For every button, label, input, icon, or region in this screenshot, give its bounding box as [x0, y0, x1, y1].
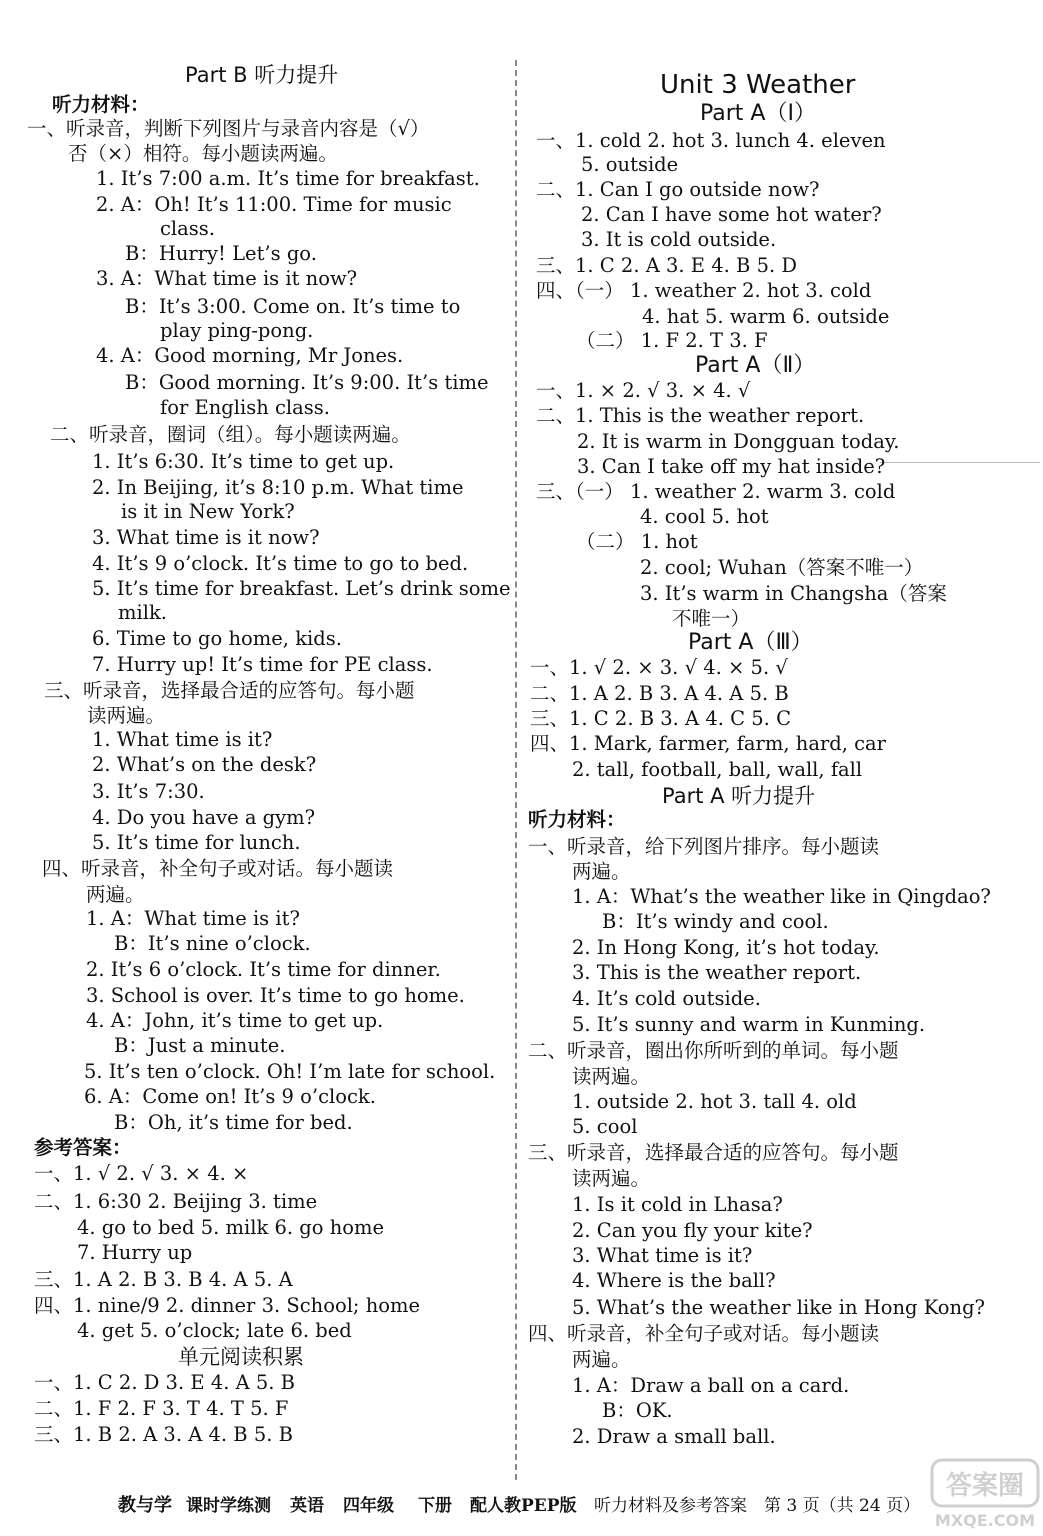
answer-line: 三、1. C 2. A 3. E 4. B 5. D: [536, 254, 798, 277]
text-line: 2. In Hong Kong, it’s hot today.: [572, 936, 880, 959]
answer-line: 二、1. This is the weather report.: [536, 404, 865, 427]
answer-line: 3. It’s warm in Changsha（答案: [640, 582, 947, 605]
section-title: Part B 听力提升: [185, 63, 339, 87]
answer-line: （二） 1. hot: [576, 530, 698, 553]
text-line: 5. It’s time for lunch.: [92, 831, 301, 854]
answer-line: 二、1. Can I go outside now?: [536, 178, 820, 201]
text-line: 3. What time is it now?: [92, 526, 320, 549]
text-line: 1. It’s 7:00 a.m. It’s time for breakfast.: [96, 167, 480, 190]
question-heading-cont: 两遍。: [572, 1348, 631, 1371]
text-line: 2. What’s on the desk?: [92, 753, 317, 776]
text-line: 1. A：What time is it?: [86, 907, 300, 930]
text-line: 1. A：What’s the weather like in Qingdao?: [572, 885, 991, 908]
text-line: 4. It’s 9 o’clock. It’s time to go to bed.: [92, 552, 469, 575]
answer-line: 二、1. 6:30 2. Beijing 3. time: [34, 1190, 318, 1213]
text-line: 7. Hurry up! It’s time for PE class.: [92, 653, 433, 676]
watermark-icon: [930, 1458, 1040, 1530]
footer-page-number: 第 3 页（共 24 页）: [764, 1496, 921, 1516]
footer-volume: 下册: [418, 1496, 452, 1516]
text-line: 4. It’s cold outside.: [572, 987, 761, 1010]
answer-line: 一、1. √ 2. √ 3. × 4. ×: [34, 1162, 249, 1185]
stray-rule: [880, 462, 1040, 463]
question-heading-cont: 两遍。: [86, 883, 145, 906]
text-line: B：Just a minute.: [114, 1034, 286, 1057]
text-line: 1. It’s 6:30. It’s time to get up.: [92, 450, 395, 473]
part-heading: Part A（Ⅰ）: [700, 101, 816, 126]
answer-line: 3. Can I take off my hat inside?: [577, 455, 886, 478]
answer-line: 2. Can I have some hot water?: [581, 203, 882, 226]
question-heading-cont: 两遍。: [572, 860, 631, 883]
answer-line: （二） 1. F 2. T 3. F: [576, 329, 768, 352]
answer-line: 一、1. cold 2. hot 3. lunch 4. eleven: [536, 129, 886, 152]
text-line: 5. cool: [572, 1115, 638, 1138]
answer-line: 四、1. nine/9 2. dinner 3. School; home: [34, 1294, 421, 1317]
answer-line: 三、（一） 1. weather 2. warm 3. cold: [536, 480, 896, 503]
answer-line: 三、1. C 2. B 3. A 4. C 5. C: [530, 707, 791, 730]
text-line: milk.: [118, 601, 167, 624]
page-footer: [0, 1495, 1043, 1529]
text-line: B：It’s windy and cool.: [602, 910, 829, 933]
text-line: 6. A：Come on! It’s 9 o’clock.: [84, 1085, 376, 1108]
answer-line: 一、1. C 2. D 3. E 4. A 5. B: [34, 1371, 296, 1394]
text-line: 3. School is over. It’s time to go home.: [86, 984, 465, 1007]
text-line: B：Hurry! Let’s go.: [125, 242, 317, 265]
text-line: 5. It’s time for breakfast. Let’s drink some: [92, 577, 511, 600]
watermark-logo: [930, 1458, 1040, 1530]
question-heading-cont: 读两遍。: [572, 1065, 651, 1088]
text-line: 3. This is the weather report.: [572, 961, 862, 984]
text-line: 4. A：John, it’s time to get up.: [86, 1009, 384, 1032]
question-heading: 三、听录音，选择最合适的应答句。每小题: [44, 679, 415, 702]
answer-line: 4. hat 5. warm 6. outside: [642, 305, 890, 328]
question-heading: 四、听录音，补全句子或对话。每小题读: [42, 857, 394, 880]
text-line: class.: [160, 217, 215, 240]
question-heading-cont: 读两遍。: [572, 1167, 651, 1190]
text-line: 3. A：What time is it now?: [96, 267, 358, 290]
answers-heading: 参考答案：: [34, 1136, 132, 1159]
column-divider: [515, 60, 517, 1480]
text-line: 4. A：Good morning, Mr Jones.: [96, 344, 404, 367]
part-heading: Part A（Ⅱ）: [695, 353, 816, 378]
question-heading-cont: 否（×）相符。每小题读两遍。: [68, 142, 338, 165]
answer-line: 2. cool; Wuhan（答案不唯一）: [640, 556, 924, 579]
answer-line: 四、1. Mark, farmer, farm, hard, car: [530, 732, 887, 755]
question-heading-cont: 读两遍。: [87, 704, 166, 727]
text-line: 4. Where is the ball?: [572, 1269, 776, 1292]
text-line: 5. It’s ten o’clock. Oh! I’m late for school.: [84, 1060, 496, 1083]
listening-heading: 听力材料：: [528, 808, 626, 831]
answer-line: 三、1. B 2. A 3. A 4. B 5. B: [34, 1423, 293, 1446]
text-line: 5. What’s the weather like in Hong Kong?: [572, 1296, 986, 1319]
answer-line: 3. It is cold outside.: [581, 228, 777, 251]
question-heading: 一、听录音，判断下列图片与录音内容是（√）: [27, 117, 430, 140]
text-line: 1. A：Draw a ball on a card.: [572, 1374, 850, 1397]
text-line: 2. Draw a small ball.: [572, 1425, 776, 1448]
text-line: play ping-pong.: [160, 319, 314, 342]
answer-line: 4. cool 5. hot: [640, 505, 769, 528]
unit-title: Unit 3 Weather: [660, 70, 856, 100]
text-line: 2. In Beijing, it’s 8:10 p.m. What time: [92, 476, 464, 499]
question-heading: 二、听录音，圈出你所听到的单词。每小题: [528, 1039, 899, 1062]
answer-line: 4. get 5. o’clock; late 6. bed: [77, 1319, 352, 1342]
answer-line: 一、1. × 2. √ 3. × 4. √: [536, 379, 751, 402]
text-line: B：It’s nine o’clock.: [114, 932, 311, 955]
answer-line: 四、（一） 1. weather 2. hot 3. cold: [536, 279, 872, 302]
text-line: 3. What time is it?: [572, 1244, 753, 1267]
footer-brand: 教与学: [118, 1495, 172, 1516]
answer-line: 二、1. F 2. F 3. T 4. T 5. F: [34, 1397, 289, 1420]
part-heading: Part A 听力提升: [662, 784, 816, 808]
watermark-text: 答案圈: [945, 1471, 1025, 1501]
question-heading: 三、听录音，选择最合适的应答句。每小题: [528, 1141, 899, 1164]
answer-line: 4. go to bed 5. milk 6. go home: [77, 1216, 385, 1239]
text-line: is it in New York?: [121, 500, 295, 523]
text-line: for English class.: [160, 396, 330, 419]
text-line: 1. What time is it?: [92, 728, 273, 751]
watermark-url: MXQE.COM: [934, 1511, 1036, 1530]
text-line: 4. Do you have a gym?: [92, 806, 316, 829]
text-line: 6. Time to go home, kids.: [92, 627, 342, 650]
text-line: 2. Can you fly your kite?: [572, 1219, 813, 1242]
footer-section: 听力材料及参考答案: [594, 1496, 747, 1516]
answer-line: 2. tall, football, ball, wall, fall: [572, 758, 863, 781]
footer-grade: 四年级: [343, 1496, 394, 1516]
text-line: 1. outside 2. hot 3. tall 4. old: [572, 1090, 857, 1113]
question-heading: 四、听录音，补全句子或对话。每小题读: [528, 1322, 880, 1345]
question-heading: 二、听录音，圈词（组）。每小题读两遍。: [50, 423, 411, 446]
answer-line: 不唯一）: [672, 607, 751, 630]
answer-line: 三、1. A 2. B 3. B 4. A 5. A: [34, 1268, 293, 1291]
text-line: 2. It’s 6 o’clock. It’s time for dinner.: [86, 958, 441, 981]
text-line: 3. It’s 7:30.: [92, 780, 205, 803]
question-heading: 一、听录音，给下列图片排序。每小题读: [528, 835, 880, 858]
answer-line: 5. outside: [581, 153, 679, 176]
answer-line: 一、1. √ 2. × 3. √ 4. × 5. √: [530, 656, 788, 679]
text-line: 1. Is it cold in Lhasa?: [572, 1193, 783, 1216]
answer-line: 7. Hurry up: [77, 1241, 193, 1264]
text-line: B：Oh, it’s time for bed.: [114, 1111, 353, 1134]
text-line: B：OK.: [602, 1399, 673, 1422]
footer-series: 课时学练测: [186, 1496, 271, 1516]
text-line: 5. It’s sunny and warm in Kunming.: [572, 1013, 926, 1036]
part-heading: Part A（Ⅲ）: [688, 630, 813, 655]
text-line: B：It’s 3:00. Come on. It’s time to: [125, 295, 461, 318]
listening-heading: 听力材料：: [52, 93, 150, 116]
footer-subject: 英语: [290, 1496, 324, 1516]
footer-edition: 配人教PEP版: [470, 1496, 577, 1516]
text-line: 2. A：Oh! It’s 11:00. Time for music: [96, 193, 452, 216]
reading-heading: 单元阅读积累: [178, 1345, 304, 1369]
answer-line: 二、1. A 2. B 3. A 4. A 5. B: [530, 682, 789, 705]
answer-line: 2. It is warm in Dongguan today.: [577, 430, 900, 453]
text-line: B：Good morning. It’s 9:00. It’s time: [125, 371, 489, 394]
